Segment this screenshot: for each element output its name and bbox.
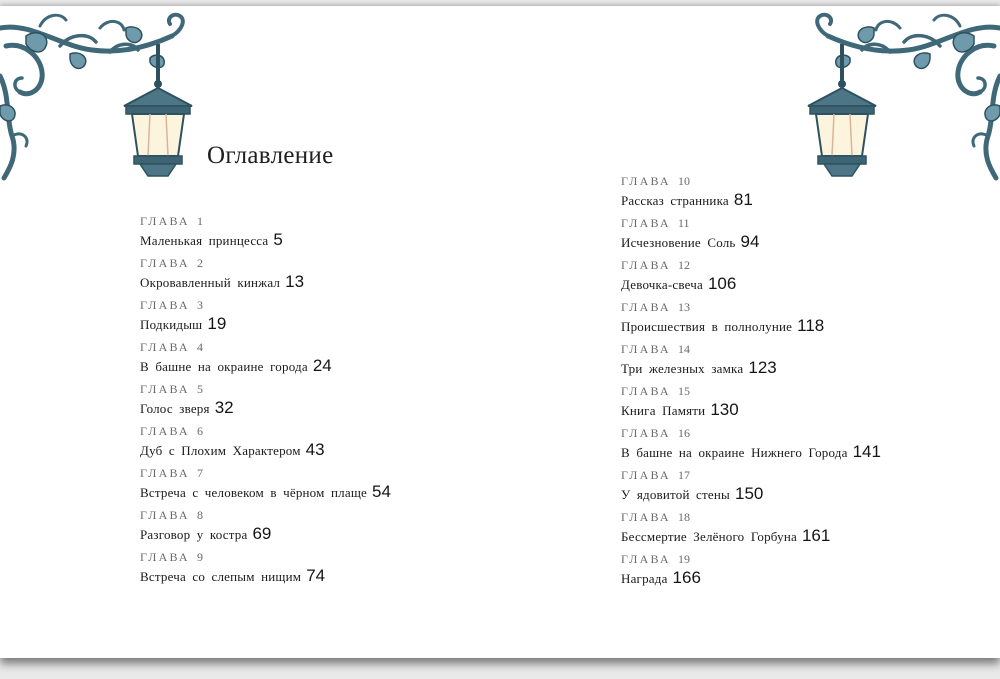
page-number: 118 (797, 316, 825, 335)
page-number: 141 (852, 442, 881, 461)
chapter-label: ГЛАВА 11 (621, 216, 690, 230)
chapter-label: ГЛАВА 8 (140, 508, 203, 522)
page-number: 69 (252, 524, 272, 543)
chapter-label: ГЛАВА 16 (621, 426, 690, 440)
chapter-label: ГЛАВА 14 (621, 342, 690, 356)
chapter-label: ГЛАВА 6 (140, 424, 203, 438)
page-number: 54 (372, 482, 391, 501)
chapter-label: ГЛАВА 18 (621, 510, 690, 524)
chapter-label: ГЛАВА 4 (140, 340, 203, 354)
toc-entry[interactable] (621, 257, 881, 299)
page-number: 13 (285, 272, 305, 291)
page-number: 74 (306, 566, 326, 585)
chapter-title: Рассказ странника (621, 193, 729, 208)
toc-entry[interactable] (621, 173, 881, 215)
page-number: 32 (214, 398, 234, 417)
chapter-title: В башне на окраине Нижнего Города (621, 445, 848, 460)
chapter-title: В башне на окраине города (140, 359, 308, 374)
chapter-title: Бессмертие Зелёного Горбуна (621, 529, 797, 544)
chapter-title: Три железных замка (621, 361, 744, 376)
chapter-title: Подкидыш (140, 317, 203, 332)
chapter-title: Голос зверя (140, 401, 210, 416)
toc-entry[interactable] (621, 215, 881, 257)
chapter-title: Девочка-свеча (621, 277, 703, 292)
page-number: 94 (740, 232, 760, 251)
chapter-title: Разговор у костра (140, 527, 248, 542)
page-number: 81 (733, 190, 753, 209)
chapter-label: ГЛАВА 17 (621, 468, 690, 482)
page-number: 5 (273, 230, 283, 249)
page-title: Оглавление (207, 142, 334, 169)
chapter-label: ГЛАВА 13 (621, 300, 690, 314)
toc-entry[interactable] (140, 255, 391, 297)
page-number: 161 (801, 526, 831, 545)
chapter-label: ГЛАВА 15 (621, 384, 690, 398)
toc-right-column (621, 173, 881, 593)
page-number: 150 (734, 484, 764, 503)
toc-entry[interactable] (140, 549, 391, 591)
toc-entry[interactable] (621, 509, 881, 551)
chapter-label: ГЛАВА 9 (140, 550, 203, 564)
chapter-label: ГЛАВА 10 (621, 174, 690, 188)
chapter-label: ГЛАВА 7 (140, 466, 203, 480)
toc-entry[interactable] (621, 383, 881, 425)
toc-entry[interactable] (140, 465, 391, 507)
toc-entry[interactable] (140, 213, 391, 255)
book-spread (0, 6, 1000, 658)
chapter-label: ГЛАВА 1 (140, 214, 203, 228)
chapter-label: ГЛАВА 2 (140, 256, 203, 270)
chapter-title: Встреча со слепым нищим (140, 569, 302, 584)
chapter-title: Маленькая принцесса (140, 233, 269, 248)
chapter-title: Встреча с человеком в чёрном плаще (140, 485, 367, 500)
page-number: 19 (207, 314, 227, 333)
chapter-label: ГЛАВА 19 (621, 552, 690, 566)
chapter-title: Исчезновение Соль (621, 235, 736, 250)
chapter-title: Окровавленный кинжал (140, 275, 281, 290)
page-number: 166 (672, 568, 701, 587)
toc-entry[interactable] (140, 423, 391, 465)
toc-entry[interactable] (140, 507, 391, 549)
chapter-title: Книга Памяти (621, 403, 706, 418)
toc-entry[interactable] (621, 467, 881, 509)
toc-entry[interactable] (621, 341, 881, 383)
toc-entry[interactable] (621, 299, 881, 341)
chapter-title: У ядовитой стены (621, 487, 730, 502)
page-number: 123 (748, 358, 777, 377)
toc-entry[interactable] (140, 381, 391, 423)
toc-entry[interactable] (621, 425, 881, 467)
toc-entry[interactable] (140, 297, 391, 339)
toc-left-column (140, 213, 391, 591)
chapter-label: ГЛАВА 5 (140, 382, 203, 396)
chapter-title: Награда (621, 571, 668, 586)
page-number: 106 (707, 274, 737, 293)
page-number: 24 (312, 356, 332, 375)
chapter-title: Происшествия в полнолуние (621, 319, 793, 334)
toc-entry[interactable] (621, 551, 881, 593)
page-number: 130 (710, 400, 739, 419)
lantern-ornament-left-icon (0, 6, 200, 191)
chapter-label: ГЛАВА 12 (621, 258, 690, 272)
lantern-ornament-right-icon (800, 6, 1000, 191)
page-number: 43 (305, 440, 325, 459)
chapter-title: Дуб с Плохим Характером (140, 443, 301, 458)
chapter-label: ГЛАВА 3 (140, 298, 203, 312)
toc-entry[interactable] (140, 339, 391, 381)
